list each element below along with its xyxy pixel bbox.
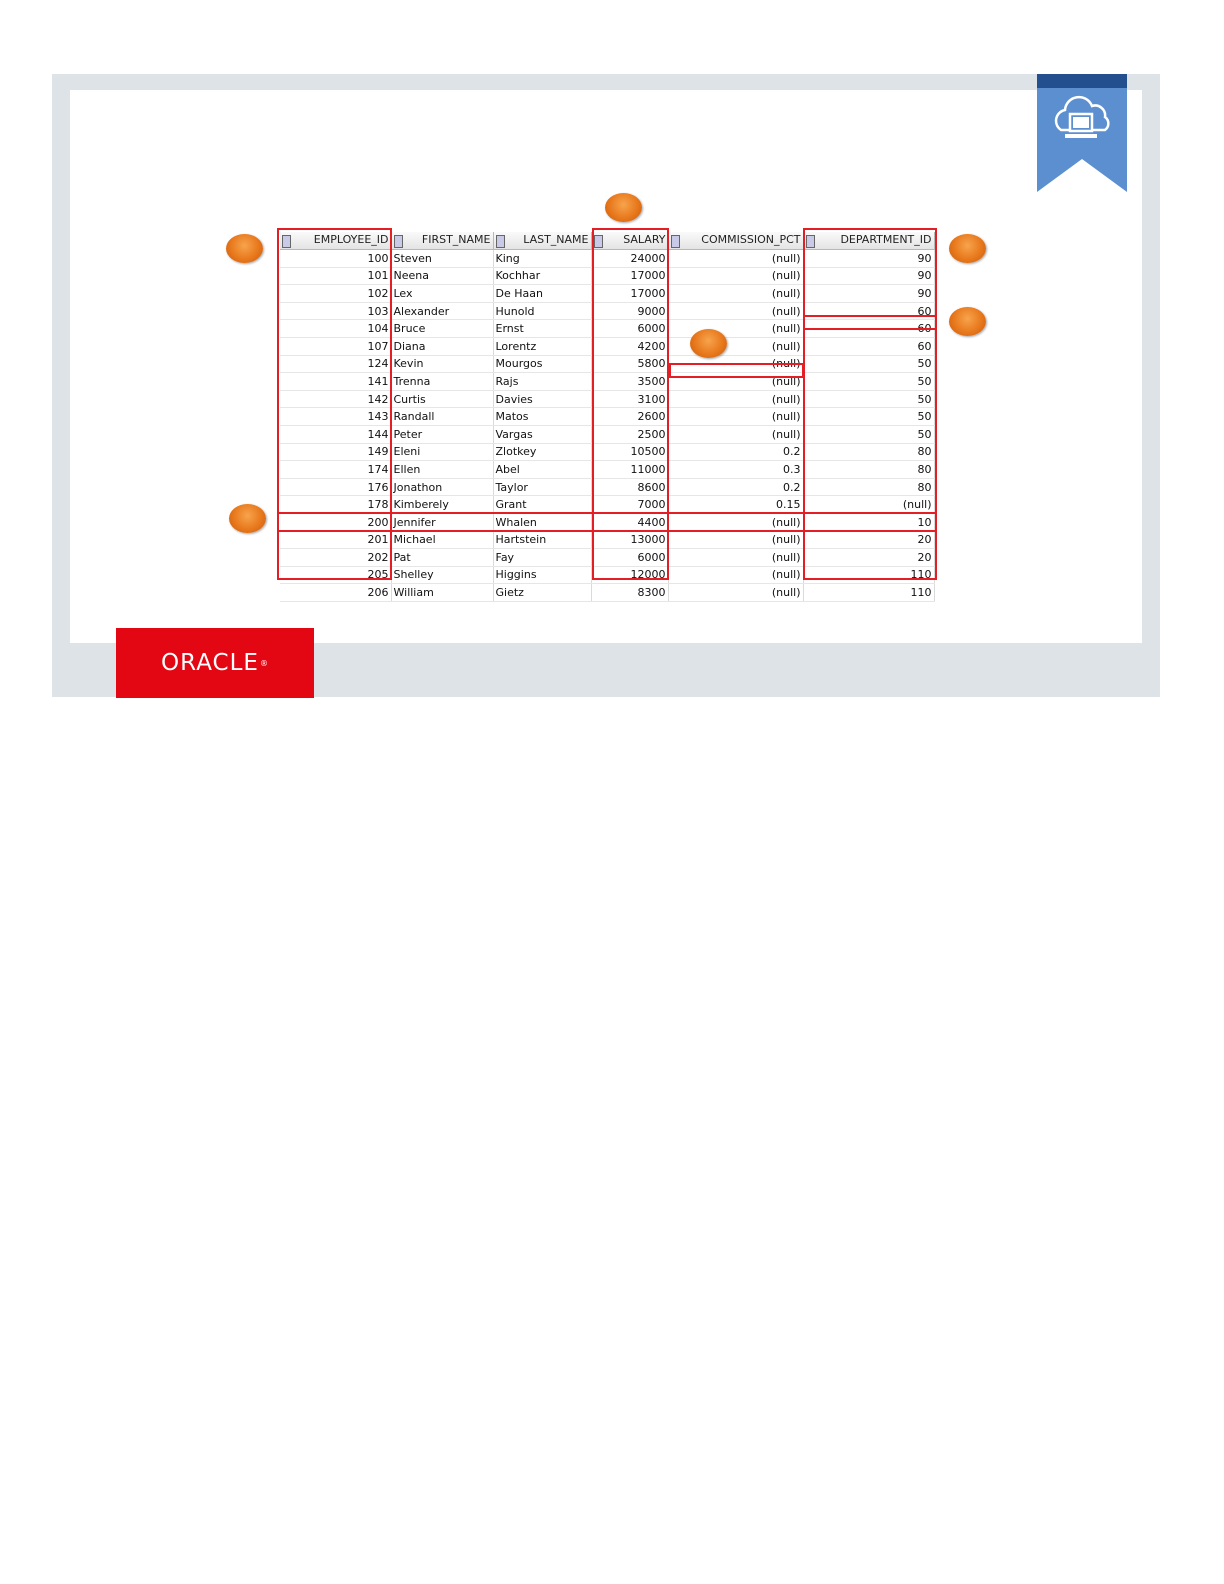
table-row: [280, 566, 934, 584]
column-type-icon: [496, 235, 505, 248]
table-cell: 107: [280, 337, 391, 355]
table-cell: 6000: [591, 549, 668, 567]
callout-marker-row: [229, 504, 266, 533]
table-cell: (null): [668, 285, 803, 303]
table-cell: (null): [668, 425, 803, 443]
table-cell: Rajs: [493, 373, 591, 391]
table-cell: Diana: [391, 337, 493, 355]
table-cell: 0.2: [668, 478, 803, 496]
table-cell: Kochhar: [493, 267, 591, 285]
table-cell: Peter: [391, 425, 493, 443]
table-row: [280, 461, 934, 479]
table-cell: Zlotkey: [493, 443, 591, 461]
table-cell: (null): [803, 496, 934, 514]
table-cell: (null): [668, 390, 803, 408]
table-cell: 9000: [591, 302, 668, 320]
table-row: [280, 320, 934, 338]
table-cell: Ellen: [391, 461, 493, 479]
table-cell: 6000: [591, 320, 668, 338]
table-cell: Gietz: [493, 584, 591, 602]
table-cell: Trenna: [391, 373, 493, 391]
table-row: [280, 267, 934, 285]
table-cell: 11000: [591, 461, 668, 479]
table-row: [280, 549, 934, 567]
column-type-icon: [282, 235, 291, 248]
table-cell: (null): [668, 250, 803, 268]
table-cell: 2500: [591, 425, 668, 443]
table-row: [280, 373, 934, 391]
table-cell: 60: [803, 320, 934, 338]
callout-marker-commission-cell: [690, 329, 727, 358]
column-type-icon: [394, 235, 403, 248]
table-cell: 101: [280, 267, 391, 285]
column-header-label: COMMISSION_PCT: [701, 233, 801, 246]
table-cell: Matos: [493, 408, 591, 426]
grid-body: [280, 250, 934, 602]
table-cell: Higgins: [493, 566, 591, 584]
table-cell: Hunold: [493, 302, 591, 320]
table-row: [280, 285, 934, 303]
table-cell: De Haan: [493, 285, 591, 303]
table-cell: 60: [803, 337, 934, 355]
table-row: [280, 513, 934, 531]
table-cell: (null): [668, 337, 803, 355]
table-cell: 50: [803, 355, 934, 373]
table-cell: Randall: [391, 408, 493, 426]
table-cell: 142: [280, 390, 391, 408]
table-cell: William: [391, 584, 493, 602]
table-cell: 103: [280, 302, 391, 320]
table-cell: 102: [280, 285, 391, 303]
table-cell: Pat: [391, 549, 493, 567]
table-cell: 8600: [591, 478, 668, 496]
table-cell: 24000: [591, 250, 668, 268]
table-cell: 143: [280, 408, 391, 426]
table-cell: 0.2: [668, 443, 803, 461]
table-cell: Kevin: [391, 355, 493, 373]
table-row: [280, 390, 934, 408]
table-cell: (null): [668, 408, 803, 426]
table-row: [280, 531, 934, 549]
table-cell: 10500: [591, 443, 668, 461]
table-cell: 200: [280, 513, 391, 531]
callout-marker-employee-id: [226, 234, 263, 263]
table-cell: 0.15: [668, 496, 803, 514]
table-cell: (null): [668, 513, 803, 531]
table-cell: 141: [280, 373, 391, 391]
column-header[interactable]: [668, 232, 803, 250]
table-cell: 8300: [591, 584, 668, 602]
table-cell: 104: [280, 320, 391, 338]
table-cell: Davies: [493, 390, 591, 408]
table-cell: 50: [803, 408, 934, 426]
table-cell: 149: [280, 443, 391, 461]
column-header[interactable]: [803, 232, 934, 250]
table-cell: Lex: [391, 285, 493, 303]
table-cell: Alexander: [391, 302, 493, 320]
cloud-computer-icon: [1037, 74, 1127, 192]
table-cell: 90: [803, 285, 934, 303]
table-cell: Mourgos: [493, 355, 591, 373]
employees-data-grid: [280, 232, 935, 602]
table-cell: 178: [280, 496, 391, 514]
table-cell: 10: [803, 513, 934, 531]
table-cell: 3100: [591, 390, 668, 408]
column-header-label: FIRST_NAME: [421, 233, 491, 246]
table-row: [280, 250, 934, 268]
table-cell: Taylor: [493, 478, 591, 496]
table-row: [280, 443, 934, 461]
table-cell: 206: [280, 584, 391, 602]
table-cell: (null): [668, 355, 803, 373]
table-cell: Lorentz: [493, 337, 591, 355]
table-cell: 50: [803, 390, 934, 408]
column-header[interactable]: [591, 232, 668, 250]
column-header-label: LAST_NAME: [523, 233, 589, 246]
table-cell: King: [493, 250, 591, 268]
table-cell: 90: [803, 267, 934, 285]
column-header[interactable]: [493, 232, 591, 250]
oracle-logo: ORACLE ®: [116, 628, 314, 698]
table-cell: (null): [668, 320, 803, 338]
column-type-icon: [671, 235, 680, 248]
column-header[interactable]: [280, 232, 391, 250]
column-header-label: EMPLOYEE_ID: [313, 233, 389, 246]
column-type-icon: [594, 235, 603, 248]
grid-header-row: [280, 232, 934, 250]
table-cell: Curtis: [391, 390, 493, 408]
table-cell: Vargas: [493, 425, 591, 443]
table-row: [280, 584, 934, 602]
table-cell: 50: [803, 373, 934, 391]
table-cell: Fay: [493, 549, 591, 567]
oracle-logo-text: ORACLE: [161, 650, 259, 676]
table-row: [280, 337, 934, 355]
table-cell: Bruce: [391, 320, 493, 338]
table-cell: Kimberely: [391, 496, 493, 514]
table-cell: 4400: [591, 513, 668, 531]
table-cell: Neena: [391, 267, 493, 285]
table-cell: 202: [280, 549, 391, 567]
table-cell: 17000: [591, 267, 668, 285]
table-cell: 60: [803, 302, 934, 320]
table-cell: 5800: [591, 355, 668, 373]
table-cell: 205: [280, 566, 391, 584]
table-cell: Ernst: [493, 320, 591, 338]
table-cell: 50: [803, 425, 934, 443]
column-header[interactable]: [391, 232, 493, 250]
table-cell: 7000: [591, 496, 668, 514]
table-cell: 13000: [591, 531, 668, 549]
table-cell: 124: [280, 355, 391, 373]
callout-marker-department-cell: [949, 307, 986, 336]
table-cell: 20: [803, 549, 934, 567]
table-cell: 12000: [591, 566, 668, 584]
table-cell: (null): [668, 531, 803, 549]
table-cell: 80: [803, 461, 934, 479]
table-cell: Jennifer: [391, 513, 493, 531]
callout-marker-department-id: [949, 234, 986, 263]
table-cell: Michael: [391, 531, 493, 549]
table-cell: 0.3: [668, 461, 803, 479]
table-cell: 201: [280, 531, 391, 549]
table-row: [280, 408, 934, 426]
column-header-label: SALARY: [623, 233, 666, 246]
table-row: [280, 302, 934, 320]
table-row: [280, 478, 934, 496]
table-cell: 80: [803, 443, 934, 461]
table-cell: (null): [668, 566, 803, 584]
table-cell: Abel: [493, 461, 591, 479]
table-cell: 100: [280, 250, 391, 268]
table-row: [280, 425, 934, 443]
table-cell: 17000: [591, 285, 668, 303]
table-cell: Hartstein: [493, 531, 591, 549]
column-type-icon: [806, 235, 815, 248]
table-cell: Grant: [493, 496, 591, 514]
callout-marker-salary: [605, 193, 642, 222]
table-row: [280, 355, 934, 373]
table-cell: 110: [803, 584, 934, 602]
table-cell: Eleni: [391, 443, 493, 461]
table-cell: Steven: [391, 250, 493, 268]
table-cell: 2600: [591, 408, 668, 426]
column-header-label: DEPARTMENT_ID: [840, 233, 932, 246]
table-cell: Jonathon: [391, 478, 493, 496]
table-cell: Shelley: [391, 566, 493, 584]
table-cell: 80: [803, 478, 934, 496]
table-cell: 174: [280, 461, 391, 479]
table-row: [280, 496, 934, 514]
table-cell: (null): [668, 267, 803, 285]
table-cell: Whalen: [493, 513, 591, 531]
table-cell: 176: [280, 478, 391, 496]
table-cell: (null): [668, 302, 803, 320]
table-cell: 4200: [591, 337, 668, 355]
table-cell: (null): [668, 373, 803, 391]
table-cell: (null): [668, 584, 803, 602]
table-cell: 144: [280, 425, 391, 443]
table-cell: (null): [668, 549, 803, 567]
table-cell: 3500: [591, 373, 668, 391]
table-cell: 90: [803, 250, 934, 268]
table-cell: 20: [803, 531, 934, 549]
table-cell: 110: [803, 566, 934, 584]
